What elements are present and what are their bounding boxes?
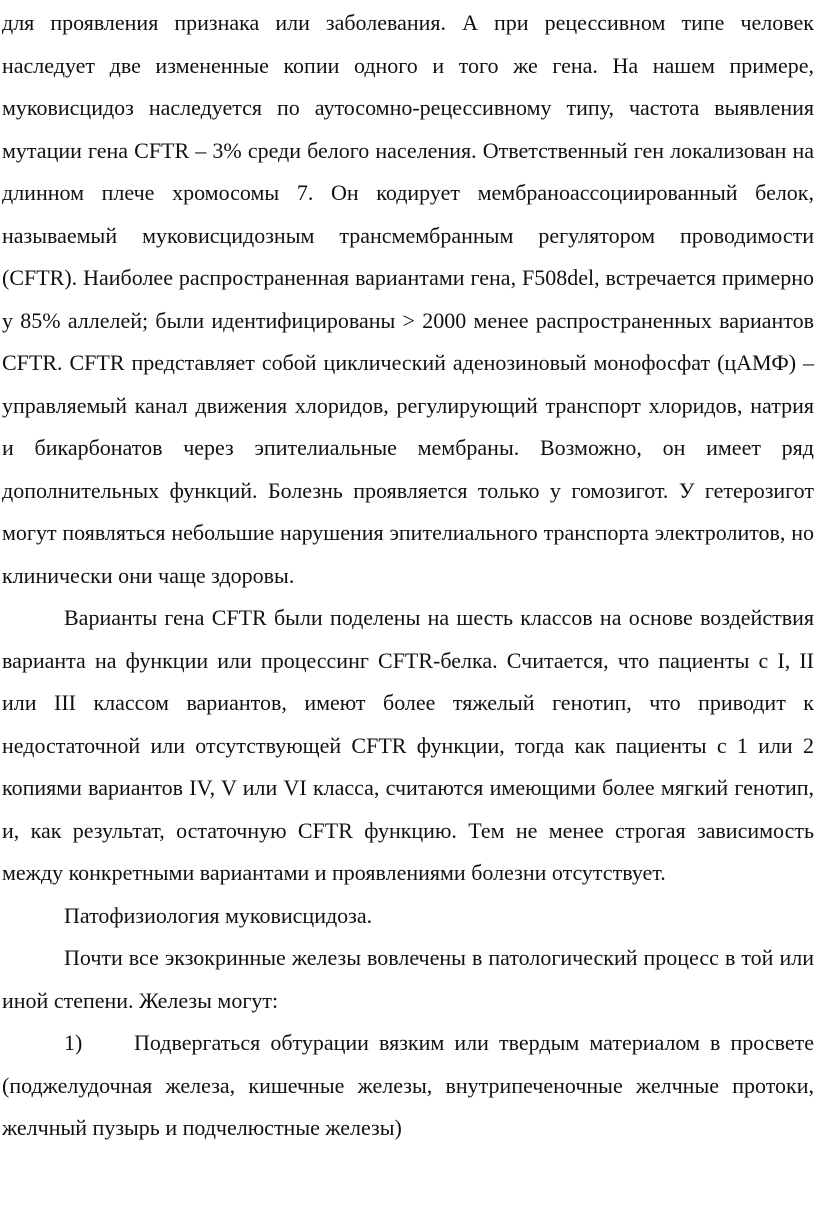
paragraph-4: Почти все экзокринные железы вовлечены в патологический процесс в той или иной степени. Железы могут:	[2, 945, 814, 1013]
list-item-text: Подвергаться обтурации вязким или твердым материалом в просвете (поджелудочная железа, кишечные железы, внутрипеченочные желчные протоки, желчный пузырь и подчелюстные железы)	[2, 1030, 814, 1140]
paragraph-2: Варианты гена CFTR были поделены на шесть классов на основе воздействия варианта на функции или процессинг CFTR-белка. Считается, что пациенты с I, II или III классом вариантов, имеют более тяжелый генотип, что приводит к недостаточной или отсутствующей CFTR функции, тогда как пациенты с 1 или 2 копиями вариантов IV, V или VI класса, считаются имеющими более мягкий генотип, и, как результат, остаточную CFTR функцию. Тем не менее строгая зависимость между конкретными вариантами и проявлениями болезни отсутствует.	[2, 605, 814, 885]
list-item-1	[2, 1022, 814, 1150]
section-heading: Патофизиология муковисцидоза.	[64, 902, 373, 928]
document-body	[2, 2, 814, 1150]
list-item-number: 1)	[64, 1030, 83, 1055]
paragraph-1: для проявления признака или заболевания. А при рецессивном типе человек наследует две измененные копии одного и того же гена. На нашем примере, муковисцидоз наследуется по аутосомно-рецессивному типу, частота выявления мутации гена CFTR – 3% среди белого населения. Ответственный ген локализован на длинном плече хромосомы 7. Он кодирует мембраноассоциированный белок, называемый муковисцидозным трансмембранным регулятором проводимости (CFTR). Наиболее распространенная вариантами гена, F508del, встречается примерно у 85% аллелей; были идентифицированы > 2000 менее распространенных вариантов CFTR. CFTR представляет собой циклический аденозиновый монофосфат (цАМФ) – управляемый канал движения хлоридов, регулирующий транспорт хлоридов, натрия и бикарбонатов через эпителиальные мембраны. Возможно, он имеет ряд дополнительных функций. Болезнь проявляется только у гомозигот. У гетерозигот могут появляться небольшие нарушения эпителиального транспорта электролитов, но клинически они чаще здоровы.	[2, 10, 814, 588]
